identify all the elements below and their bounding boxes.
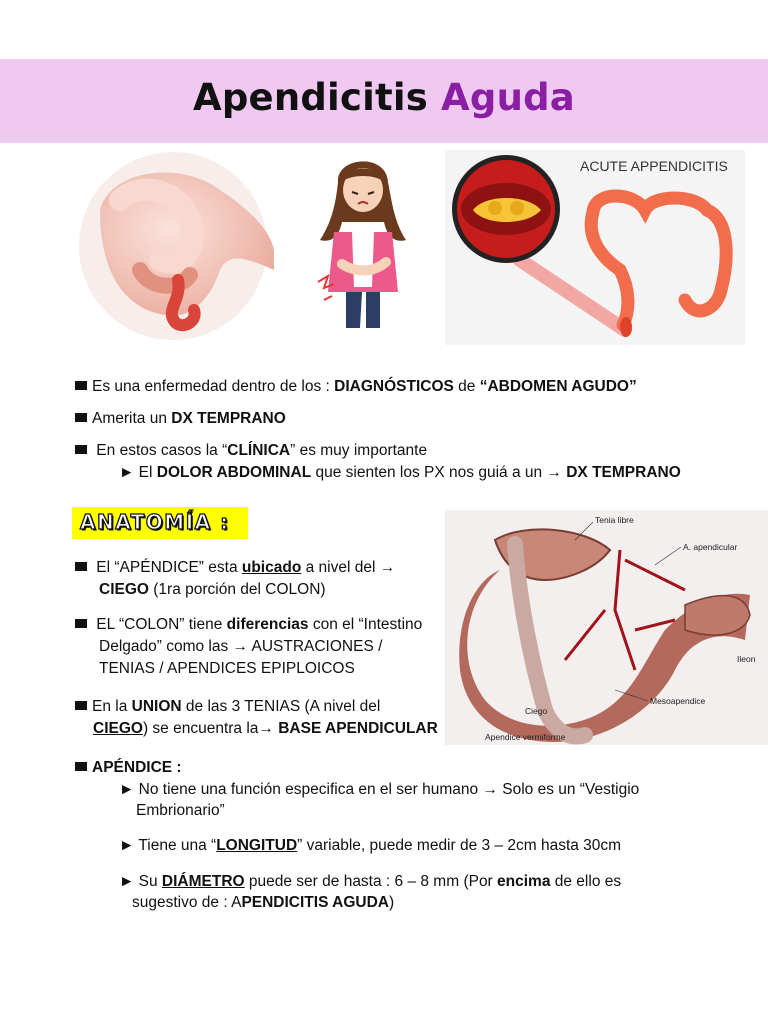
anatomia-line-3 — [75, 696, 380, 717]
arrow-icon: ► — [119, 873, 135, 890]
anatomia-line-1 — [75, 557, 395, 578]
apendice-point-1 — [119, 779, 639, 800]
intro-line-1 — [75, 376, 637, 397]
bullet-square — [75, 562, 87, 571]
bullet-square — [75, 762, 87, 771]
text-bold: “ABDOMEN AGUDO” — [479, 378, 637, 395]
text-underlined: DIÁMETRO — [161, 873, 245, 890]
apendice-point-3b — [132, 892, 394, 913]
intro-line-2 — [75, 408, 286, 429]
appendix-illustration — [70, 150, 275, 342]
text-bold: APÉNDICE : — [92, 759, 182, 776]
text-bold: encima — [497, 873, 551, 890]
apendice-point-1b — [136, 800, 225, 821]
text: ” variable, puede medir de 3 – 2cm hasta 30cm — [297, 837, 622, 854]
text: Su — [134, 873, 162, 890]
anatomia-line-2b — [99, 636, 382, 657]
text: (1ra porción del COLON) — [148, 581, 326, 598]
acute-appendicitis-illustration — [445, 150, 745, 345]
label-apendice-vermiforme: Apendice vermiforme — [485, 732, 566, 742]
text-underlined: CIEGO — [93, 720, 143, 737]
text: TENIAS / APENDICES EPIPLOICOS — [99, 660, 355, 677]
text: El “APÉNDICE” esta — [92, 559, 242, 576]
title-black: Apendicitis — [193, 76, 428, 119]
text: a nivel del → — [301, 559, 396, 576]
text-bold: BASE APENDICULAR — [278, 720, 438, 737]
label-mesoapendice: Mesoapendice — [650, 696, 706, 706]
label-ileon: Ileon — [737, 654, 756, 664]
text: de las 3 TENIAS (A nivel del — [181, 698, 381, 715]
text: Es una enfermedad dentro de los : — [92, 378, 335, 395]
text: de — [453, 378, 480, 395]
text: que sienten los PX nos guiá a un → — [311, 464, 567, 481]
text: El — [134, 464, 157, 481]
text: Delgado” como las → AUSTRACIONES / — [99, 638, 383, 655]
anatomia-heading-text: ANATOMÍA : — [80, 510, 230, 534]
anatomia-heading — [72, 507, 248, 539]
text-underlined: ubicado — [241, 559, 302, 576]
text: de ello es — [550, 873, 622, 890]
anatomia-line-2c — [99, 658, 355, 679]
text: Embrionario” — [136, 802, 225, 819]
anatomia-line-3b — [93, 718, 438, 739]
text-bold: DOLOR ABDOMINAL — [156, 464, 312, 481]
text-bold: PENDICITIS AGUDA — [241, 894, 389, 911]
text: ) — [388, 894, 395, 911]
text-bold: diferencias — [226, 616, 309, 633]
text: No tiene una función especifica en el ser humano → Solo es un “Vestigio — [134, 781, 640, 798]
apendice-point-2 — [119, 835, 621, 856]
text: EL “COLON” tiene — [92, 616, 227, 633]
intro-line-4 — [119, 462, 681, 483]
anatomia-line-2 — [75, 614, 422, 635]
bullet-square — [75, 701, 87, 710]
text-bold: CIEGO — [99, 581, 149, 598]
label-tenia-libre: Tenia libre — [595, 515, 634, 525]
anatomia-line-1b — [99, 579, 326, 600]
title-purple: Aguda — [441, 76, 575, 119]
bullet-square — [75, 619, 87, 628]
apendice-heading — [75, 757, 182, 778]
bullet-square — [75, 381, 87, 390]
text-underlined: LONGITUD — [216, 837, 298, 854]
acute-appendicitis-label: ACUTE APPENDICITIS — [580, 158, 728, 174]
text-bold: UNION — [131, 698, 182, 715]
arrow-icon: ► — [119, 781, 135, 798]
text: ” es muy importante — [290, 442, 428, 459]
label-ciego: Ciego — [525, 706, 548, 716]
text-bold: DX TEMPRANO — [566, 464, 681, 481]
label-a-apendicular: A. apendicular — [683, 542, 738, 552]
text: Amerita un — [92, 410, 172, 427]
text: con el “Intestino — [308, 616, 423, 633]
girl-abdominal-pain-illustration — [306, 152, 418, 332]
bullet-square — [75, 413, 87, 422]
intro-line-3 — [75, 440, 427, 461]
bullet-square — [75, 445, 87, 454]
text: En estos casos la “ — [92, 442, 228, 459]
text: Tiene una “ — [134, 837, 217, 854]
arrow-icon: ► — [119, 464, 135, 481]
text: En la — [92, 698, 132, 715]
page-title — [0, 76, 768, 119]
text: sugestivo de : A — [132, 894, 242, 911]
text-bold: DIAGNÓSTICOS — [334, 378, 454, 395]
text-bold: CLÍNICA — [227, 442, 291, 459]
text-bold: DX TEMPRANO — [171, 410, 286, 427]
apendice-point-3 — [119, 871, 621, 892]
arrow-icon: ► — [119, 837, 135, 854]
text: puede ser de hasta : 6 – 8 mm (Por — [244, 873, 498, 890]
appendix-anatomy-illustration — [445, 510, 768, 745]
text: ) se encuentra la→ — [142, 720, 279, 737]
